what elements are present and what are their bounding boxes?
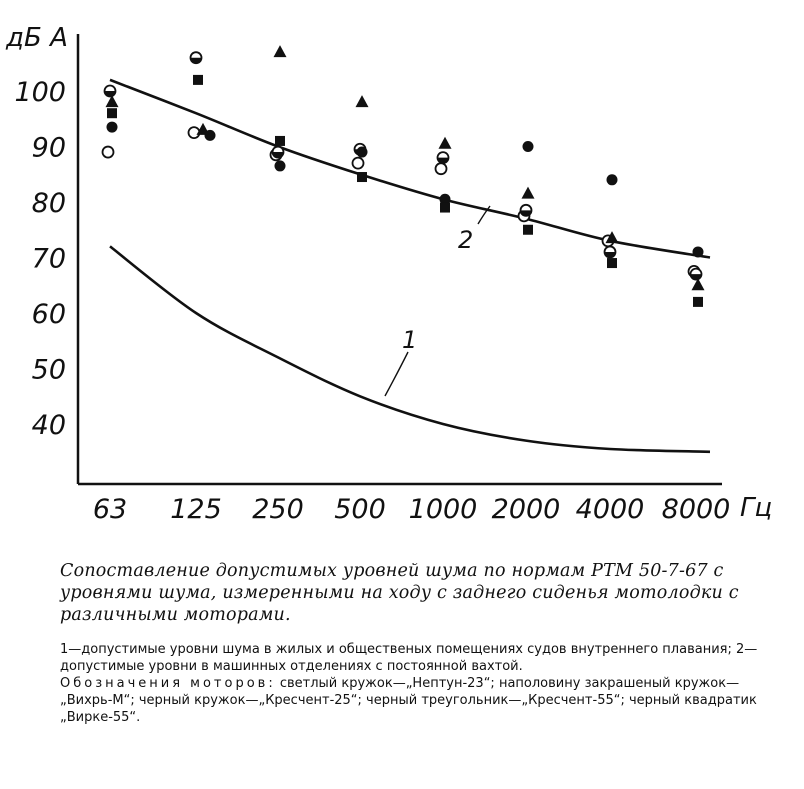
y-tick-label: 80 — [31, 188, 66, 219]
point-filled-square — [357, 172, 367, 182]
x-tick-label: 250 — [252, 494, 304, 525]
point-filled-triangle — [439, 137, 452, 149]
point-filled-circle — [523, 141, 534, 152]
x-axis-unit-label: Гц — [740, 493, 773, 523]
x-tick-label: 4000 — [575, 494, 645, 525]
measured-points — [103, 45, 705, 307]
point-open-circle — [353, 158, 364, 169]
point-half-circle — [105, 86, 116, 97]
curve-labels — [385, 206, 490, 396]
point-open-circle — [103, 147, 114, 158]
curve-1-label: 1 — [402, 326, 418, 354]
point-filled-square — [693, 297, 703, 307]
legend-motors — [60, 675, 780, 726]
point-filled-circle — [275, 160, 286, 171]
y-tick-label: 40 — [31, 410, 66, 441]
point-open-circle — [436, 163, 447, 174]
point-filled-circle — [693, 246, 704, 257]
point-filled-square — [607, 258, 617, 268]
x-tick-label: 63 — [92, 494, 128, 525]
point-filled-square — [275, 136, 285, 146]
point-filled-square — [193, 75, 203, 85]
legend-curves-text: 1—допустимые уровни шума в жилых и общественых помещениях судов внутреннего плавания; 2—допустимые уровни в машинных отделениях с постоянной вахтой. — [60, 642, 758, 674]
y-tick-label: 50 — [31, 354, 66, 386]
figure-caption — [60, 560, 780, 626]
point-half-circle — [438, 152, 449, 163]
y-tick-labels — [14, 77, 66, 441]
x-tick-label: 8000 — [661, 494, 731, 525]
x-tick-label: 500 — [334, 494, 386, 525]
y-tick-label: 70 — [31, 243, 66, 275]
point-filled-square — [440, 203, 450, 213]
point-half-circle — [191, 52, 202, 63]
norm-curves — [110, 80, 710, 452]
point-half-circle — [605, 246, 616, 257]
x-tick-label: 125 — [170, 494, 222, 525]
legend-motors-heading: Обозначения моторов: — [60, 676, 276, 691]
curve-1-leader — [385, 352, 408, 396]
x-tick-labels — [93, 494, 731, 525]
legend-motors-text: светлый кружок—„Нептун-23“; наполовину закрашеный кружок—„Вихрь-М“; черный кружок—„Кресчент-25“; черный треугольник—„Кресчент-55“; черный квадратик „Вирке-55“. — [60, 676, 757, 725]
curve-2-label: 2 — [458, 226, 474, 254]
point-filled-triangle — [692, 278, 705, 290]
x-tick-label: 2000 — [491, 494, 561, 525]
x-tick-label: 1000 — [408, 494, 478, 525]
point-filled-square — [107, 108, 117, 118]
point-half-circle — [273, 147, 284, 158]
point-half-circle — [521, 205, 532, 216]
point-filled-triangle — [274, 45, 287, 57]
y-tick-label: 60 — [31, 299, 66, 330]
point-half-circle — [691, 269, 702, 280]
figure-legend — [60, 641, 780, 726]
point-filled-circle — [107, 122, 118, 133]
curve-2 — [110, 80, 710, 258]
point-filled-triangle — [106, 95, 119, 107]
y-tick-label: 90 — [31, 132, 66, 164]
point-filled-triangle — [356, 95, 369, 107]
point-filled-circle — [357, 147, 368, 158]
caption-title: Сопоставление допустимых уровней шума по нормам РТМ 50-7-67 с уровнями шума, измеренными на ходу с заднего сиденья мотолодки с различными моторами. — [60, 561, 739, 625]
point-filled-triangle — [522, 187, 535, 199]
y-tick-label: 100 — [14, 77, 66, 108]
point-filled-circle — [607, 174, 618, 185]
y-axis-label: дБ А — [6, 23, 68, 53]
point-filled-square — [523, 225, 533, 235]
